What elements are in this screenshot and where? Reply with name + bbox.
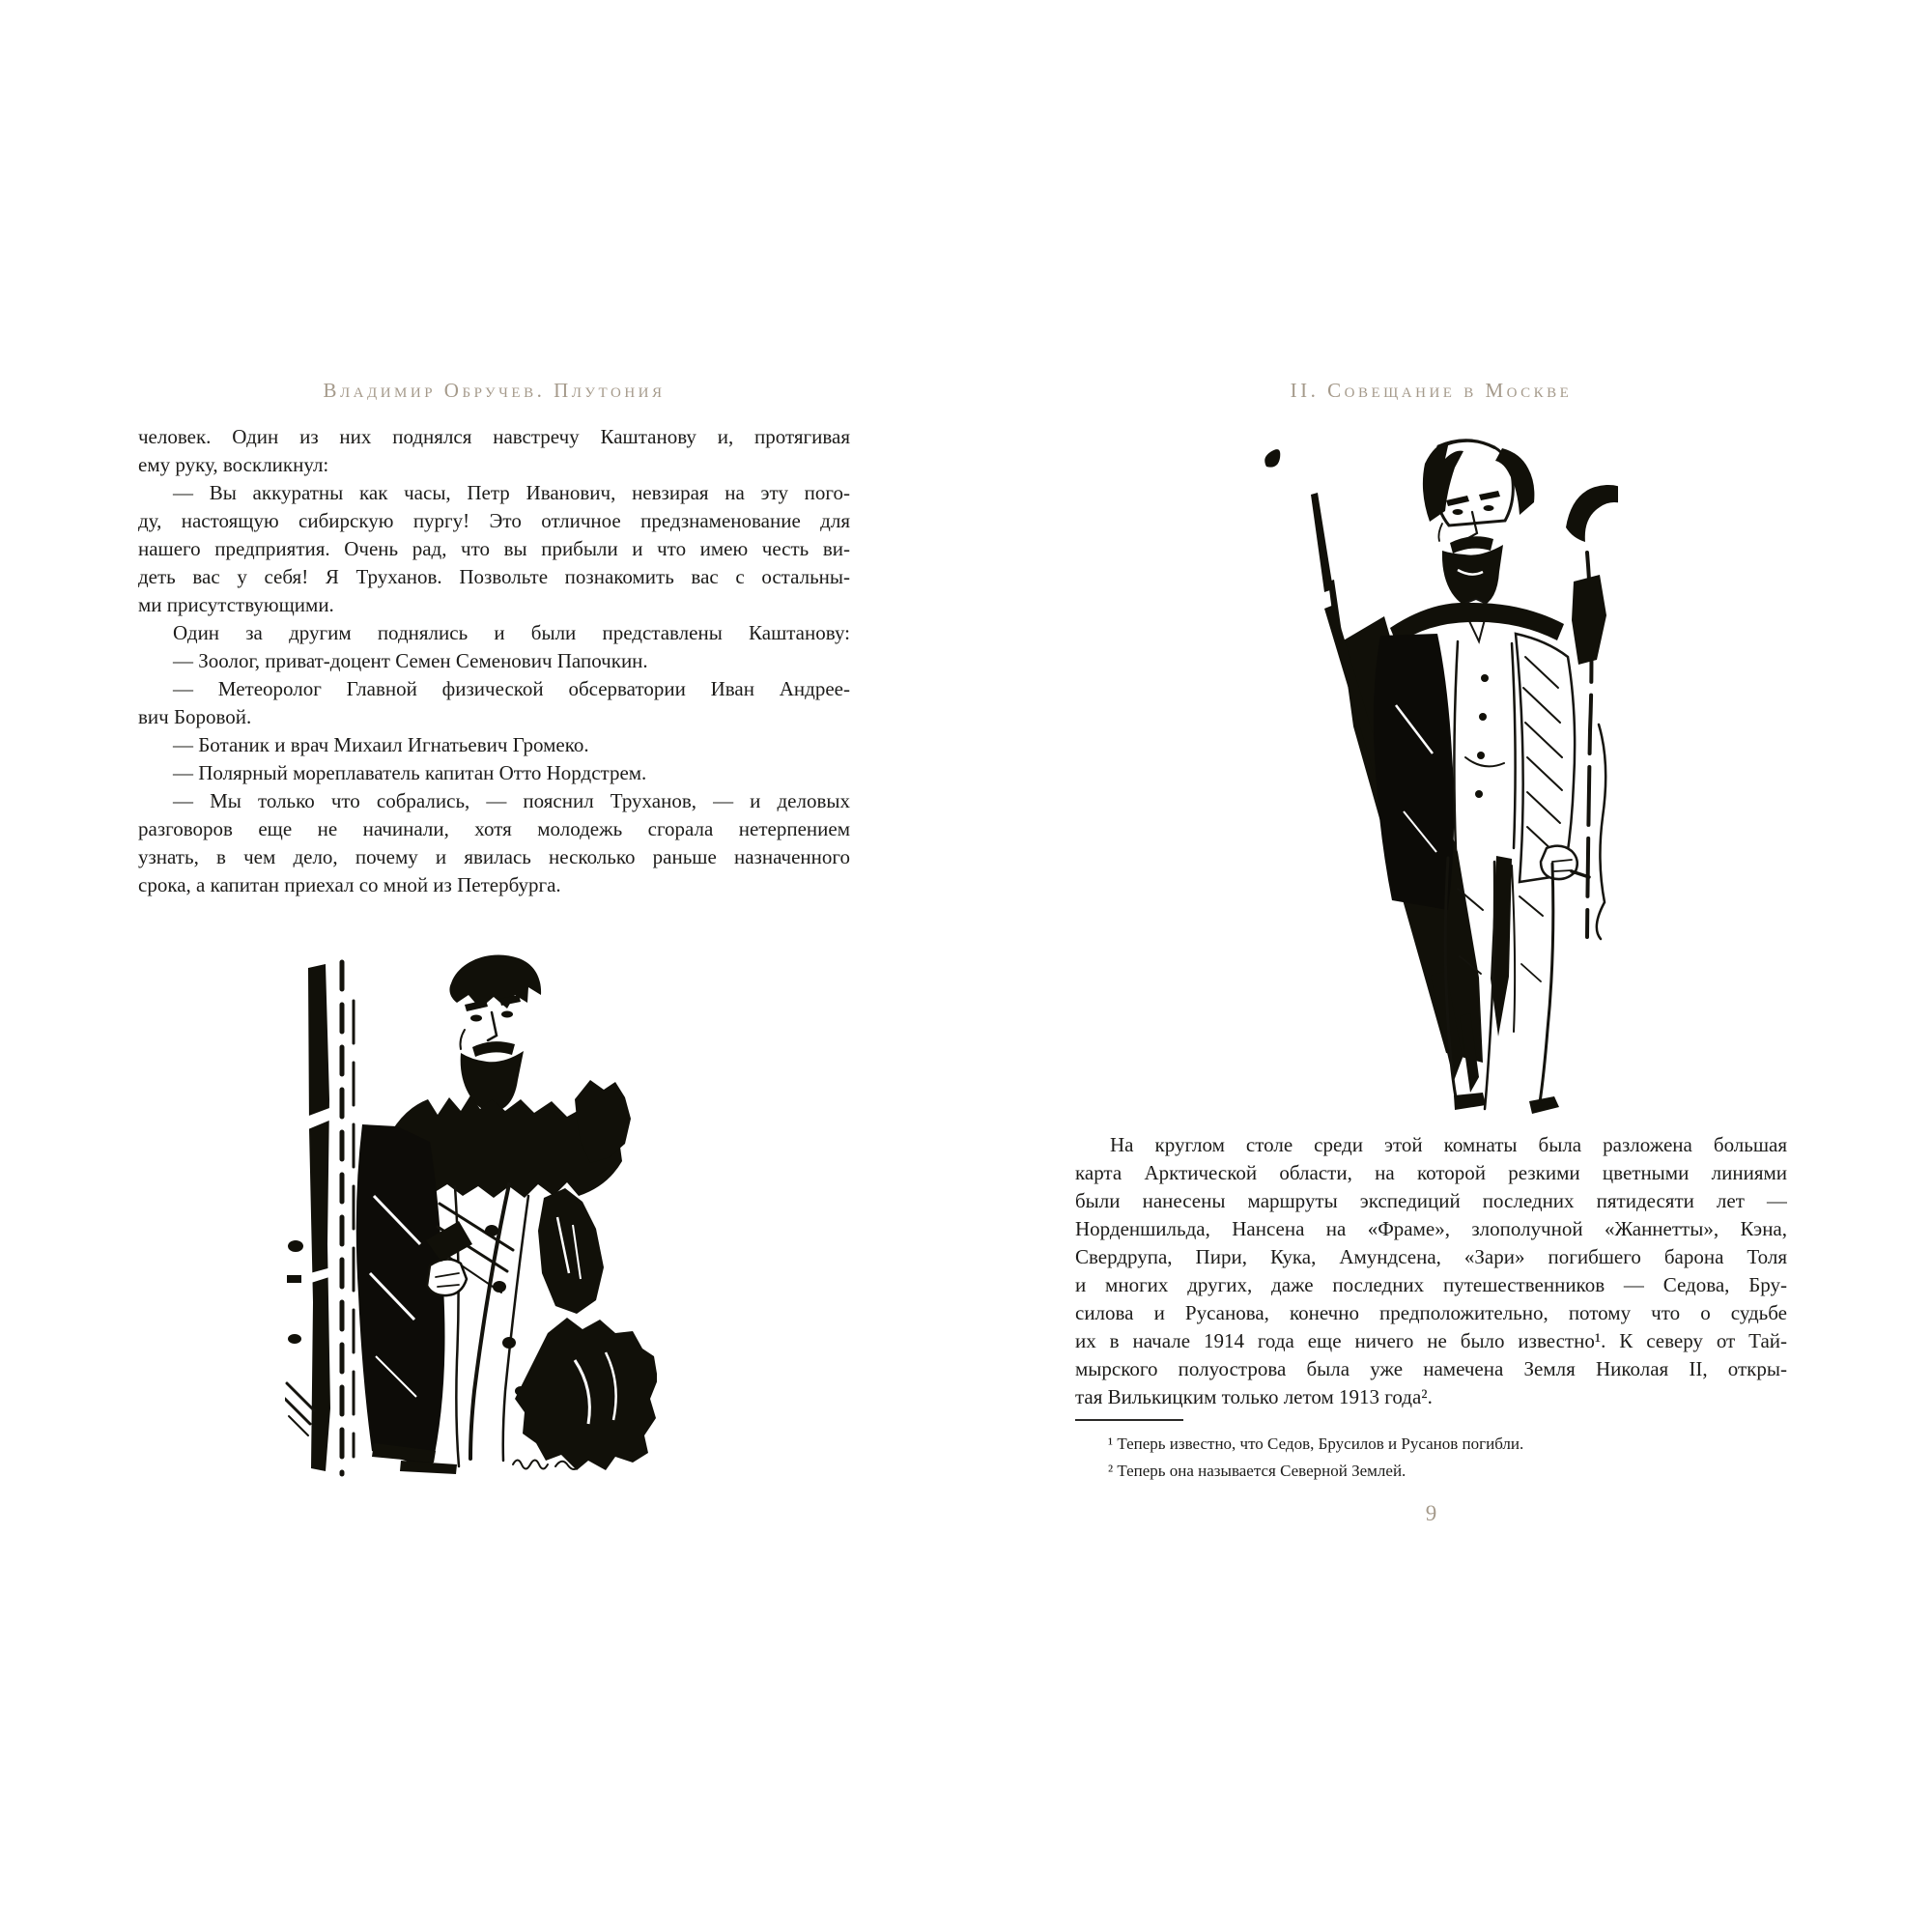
body-line: — Ботаник и врач Михаил Игнатьевич Громеко. — [173, 733, 589, 756]
footnotes — [1075, 1431, 1787, 1485]
body-line: карта Арктической области, на которой резкими цветными линиями — [1075, 1161, 1787, 1184]
body-line: — Вы аккуратны как часы, Петр Иванович, невзирая на эту пого- — [173, 481, 850, 504]
left-body-text — [138, 423, 850, 899]
body-line: человек. Один из них поднялся навстречу Каштанову и, протягивая — [138, 425, 850, 448]
body-line: — Полярный мореплаватель капитан Отто Нордстрем. — [173, 761, 647, 784]
body-line: ду, настоящую сибирскую пургу! Это отличное предзнаменование для — [138, 509, 850, 532]
body-line: разговоров еще не начинали, хотя молодежь сгорала нетерпением — [138, 817, 850, 840]
body-line: были нанесены маршруты экспедиций последних пятидесяти лет — — [1075, 1189, 1787, 1212]
body-line: Норденшильда, Нансена на «Фраме», злополучной «Жаннетты», Кэна, — [1075, 1217, 1787, 1240]
footnote: ¹ Теперь известно, что Седов, Брусилов и Русанов погибли. — [1108, 1435, 1524, 1453]
body-line: их в начале 1914 года еще ничего не было известно¹. К северу от Тай- — [1075, 1329, 1787, 1352]
page-number: 9 — [1425, 1501, 1437, 1525]
body-line: силова и Русанова, конечно предположительно, потому что о судьбе — [1075, 1301, 1787, 1324]
body-line: срока, а капитан приехал со мной из Петербурга. — [138, 873, 561, 896]
ink-illustration-standing-man — [1259, 435, 1618, 1117]
running-head-right: II. Совещание в Москве — [1290, 379, 1573, 402]
body-line: — Мы только что собрались, — пояснил Труханов, — и деловых — [173, 789, 850, 812]
footnote: ² Теперь она называется Северной Землей. — [1108, 1462, 1406, 1480]
body-line: вич Боровой. — [138, 705, 252, 728]
body-line: мырского полуострова была уже намечена Земля Николая II, откры- — [1075, 1357, 1787, 1380]
body-line: ми присутствующими. — [138, 593, 334, 616]
right-body-text — [1075, 1131, 1787, 1411]
body-line: деть вас у себя! Я Труханов. Позвольте познакомить вас с остальны- — [138, 565, 850, 588]
ink-illustration-man-in-fur-coat — [285, 954, 657, 1481]
body-line: Один за другим поднялись и были представлены Каштанову: — [173, 621, 850, 644]
body-line: ему руку, воскликнул: — [138, 453, 329, 476]
running-head-left: Владимир Обручев. Плутония — [323, 379, 666, 402]
body-line: — Метеоролог Главной физической обсерватории Иван Андрее- — [173, 677, 850, 700]
body-line: — Зоолог, приват-доцент Семен Семенович Папочкин. — [173, 649, 648, 672]
body-line: и многих других, даже последних путешественников — Седова, Бру- — [1075, 1273, 1787, 1296]
body-line: На круглом столе среди этой комнаты была разложена большая — [1110, 1133, 1787, 1156]
footnote-rule — [1075, 1419, 1183, 1421]
body-line: нашего предприятия. Очень рад, что вы прибыли и что имею честь ви- — [138, 537, 850, 560]
body-line: Свердрупа, Пири, Кука, Амундсена, «Зари» погибшего барона Толя — [1075, 1245, 1787, 1268]
body-line: тая Вилькицким только летом 1913 года². — [1075, 1385, 1433, 1408]
body-line: узнать, в чем дело, почему и явилась несколько раньше назначенного — [138, 845, 850, 868]
